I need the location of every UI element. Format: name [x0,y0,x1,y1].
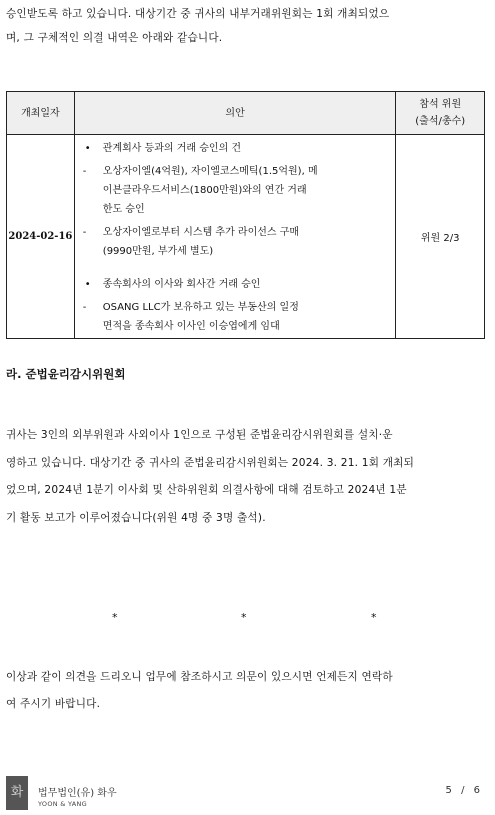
section-heading: 라. 준법윤리감시위원회 [6,367,126,381]
firm-logo-icon: 화 [6,776,28,810]
meeting-date: 2024-02-16 [7,135,75,339]
committee-minutes-table [6,91,485,339]
compliance-line: 귀사는 3인의 외부위원과 사외이사 1인으로 구성된 준법윤리감시위원회를 설치·운 [6,429,393,441]
bullet-icon: • [84,143,91,154]
closing-line: 이상과 같이 의견을 드리오니 업무에 참조하시고 의문이 있으시면 언제든지 연락하 [6,671,393,683]
agenda-subitem-line: OSANG LLC가 보유하고 있는 부동산의 일정 [102,302,299,313]
table-header-row [7,92,485,135]
table-row [7,135,485,339]
dash-icon: - [82,302,87,313]
agenda-subitem-line: 면적을 종속회사 이사인 이승엽에게 임대 [102,321,280,332]
agenda-item-title: 종속회사의 이사와 회사간 거래 승인 [102,279,261,290]
asterisk-mark: * [371,611,377,624]
header-attendance-line: 참석 위원 [419,99,462,110]
agenda-subitem-line: 오상자이엘(4억원), 자이엘코스메틱(1.5억원), 메 [102,166,318,177]
compliance-paragraph [6,422,488,532]
asterisk-mark: * [241,611,247,624]
agenda-item [81,139,386,158]
page-separator: / [461,785,468,796]
intro-line: 며, 그 구체적인 의결 내역은 아래와 같습니다. [6,32,223,44]
header-attendance [396,92,485,135]
dash-icon: - [82,227,87,238]
agenda-cell [74,135,396,339]
dash-icon: - [82,166,87,177]
page-number [446,785,484,796]
intro-paragraph [6,2,488,50]
agenda-item-title: 관계회사 등과의 거래 승인의 건 [102,143,242,154]
agenda-subitem-line: 오상자이엘로부터 시스템 추가 라이선스 구매 [102,227,300,238]
agenda-subitem [81,223,386,261]
header-attendance-line: (출석/총수) [415,116,466,127]
agenda-subitem-line: 한도 승인 [102,204,145,215]
page-footer [0,772,495,815]
agenda-subitem [81,162,386,219]
agenda-item [81,275,386,294]
compliance-line: 기 활동 보고가 이루어졌습니다(위원 4명 중 3명 출석). [6,511,266,524]
intro-line: 승인받도록 하고 있습니다. 대상기간 중 귀사의 내부거래위원회는 1회 개최되었으 [6,8,390,20]
agenda-subitem [81,298,386,336]
firm-name-english: YOON & YANG [38,800,88,808]
closing-line: 여 주시기 바랍니다. [6,698,101,710]
agenda-subitem-line: 이븐클라우드서비스(1800만원)와의 연간 거래 [102,185,307,196]
compliance-line: 었으며, 2024년 1분기 이사회 및 산하위원회 의결사항에 대해 검토하고 2024년 1분 [6,484,407,496]
page-total: 6 [473,785,483,796]
header-date: 개최일자 [7,92,75,135]
asterisk-mark: * [112,611,118,624]
page-current: 5 [445,785,455,796]
firm-name [38,784,117,808]
bullet-icon: • [84,279,91,290]
header-agenda: 의안 [74,92,396,135]
compliance-line: 영하고 있습니다. 대상기간 중 귀사의 준법윤리감시위원회는 2024. 3. 21. 1회 개최되 [6,456,415,469]
closing-paragraph [6,664,488,718]
attendance-cell: 위원 2/3 [396,135,485,339]
agenda-subitem-line: (9990만원, 부가세 별도) [102,246,214,257]
firm-name-korean: 법무법인(유) 화우 [38,788,117,799]
